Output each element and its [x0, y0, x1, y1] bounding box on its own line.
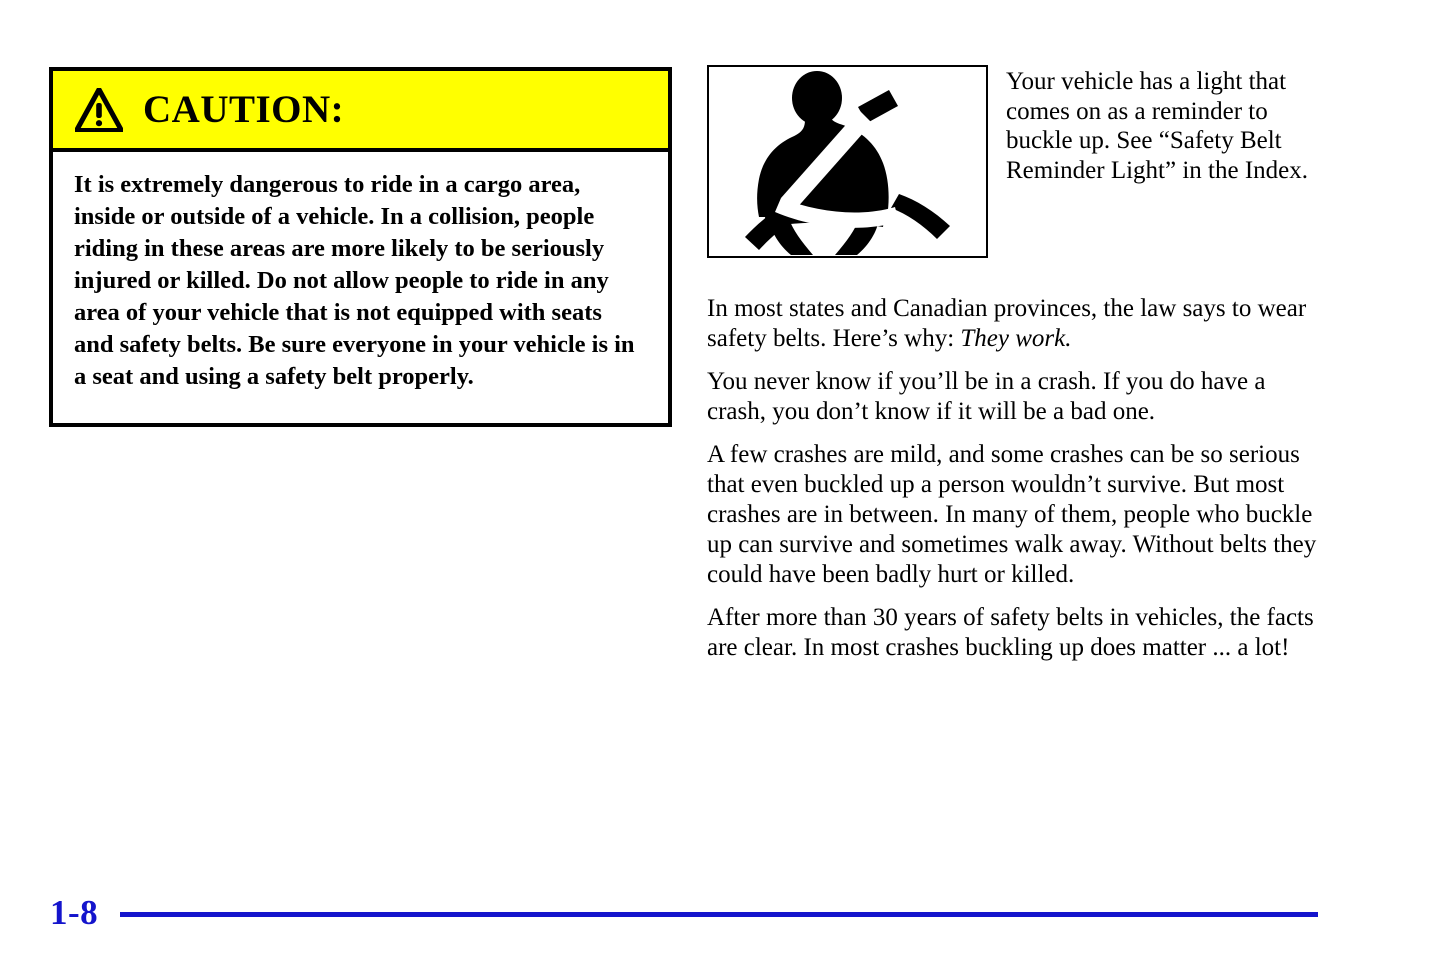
seated-person-safety-belt-icon [709, 67, 986, 256]
caution-header [53, 71, 668, 152]
paragraph-1-lead: In most states and Canadian provinces, the law says to wear safety belts. Here’s why: [707, 295, 1307, 352]
page-number: 1-8 [50, 893, 99, 932]
page-footer [0, 893, 1445, 943]
figure-row [707, 65, 1319, 258]
right-column [707, 65, 1319, 663]
paragraph-1-emphasis: They work. [960, 325, 1072, 352]
figure-caption: Your vehicle has a light that comes on as a reminder to buckle up. See “Safety Belt Reminder Light” in the Index. [1006, 68, 1309, 184]
warning-triangle-icon [75, 88, 123, 132]
body-text-block [707, 294, 1319, 663]
paragraph-1 [707, 294, 1319, 354]
caution-title: CAUTION: [143, 88, 345, 131]
paragraph-4: After more than 30 years of safety belts in vehicles, the facts are clear. In most crashes buckling up does matter ... a lot! [707, 604, 1314, 661]
footer-rule [120, 912, 1318, 917]
paragraph-2: You never know if you’ll be in a crash. If you do have a crash, you don’t know if it will be a bad one. [707, 368, 1266, 425]
caution-body-text: It is extremely dangerous to ride in a cargo area, inside or outside of a vehicle. In a collision, people riding in these areas are more likely to be seriously injured or killed. Do not allow people to ride in any area of your vehicle that is not equipped with seats and safety belts. Be sure everyone in your vehicle is in a seat and using a safety belt properly. [74, 171, 635, 390]
safety-belt-figure [707, 65, 988, 258]
caution-box [49, 67, 672, 427]
paragraph-3: A few crashes are mild, and some crashes can be so serious that even buckled up a person wouldn’t survive. But most crashes are in between. In many of them, people who buckle up can survive and sometimes walk away. Without belts they could have been badly hurt or killed. [707, 441, 1317, 588]
